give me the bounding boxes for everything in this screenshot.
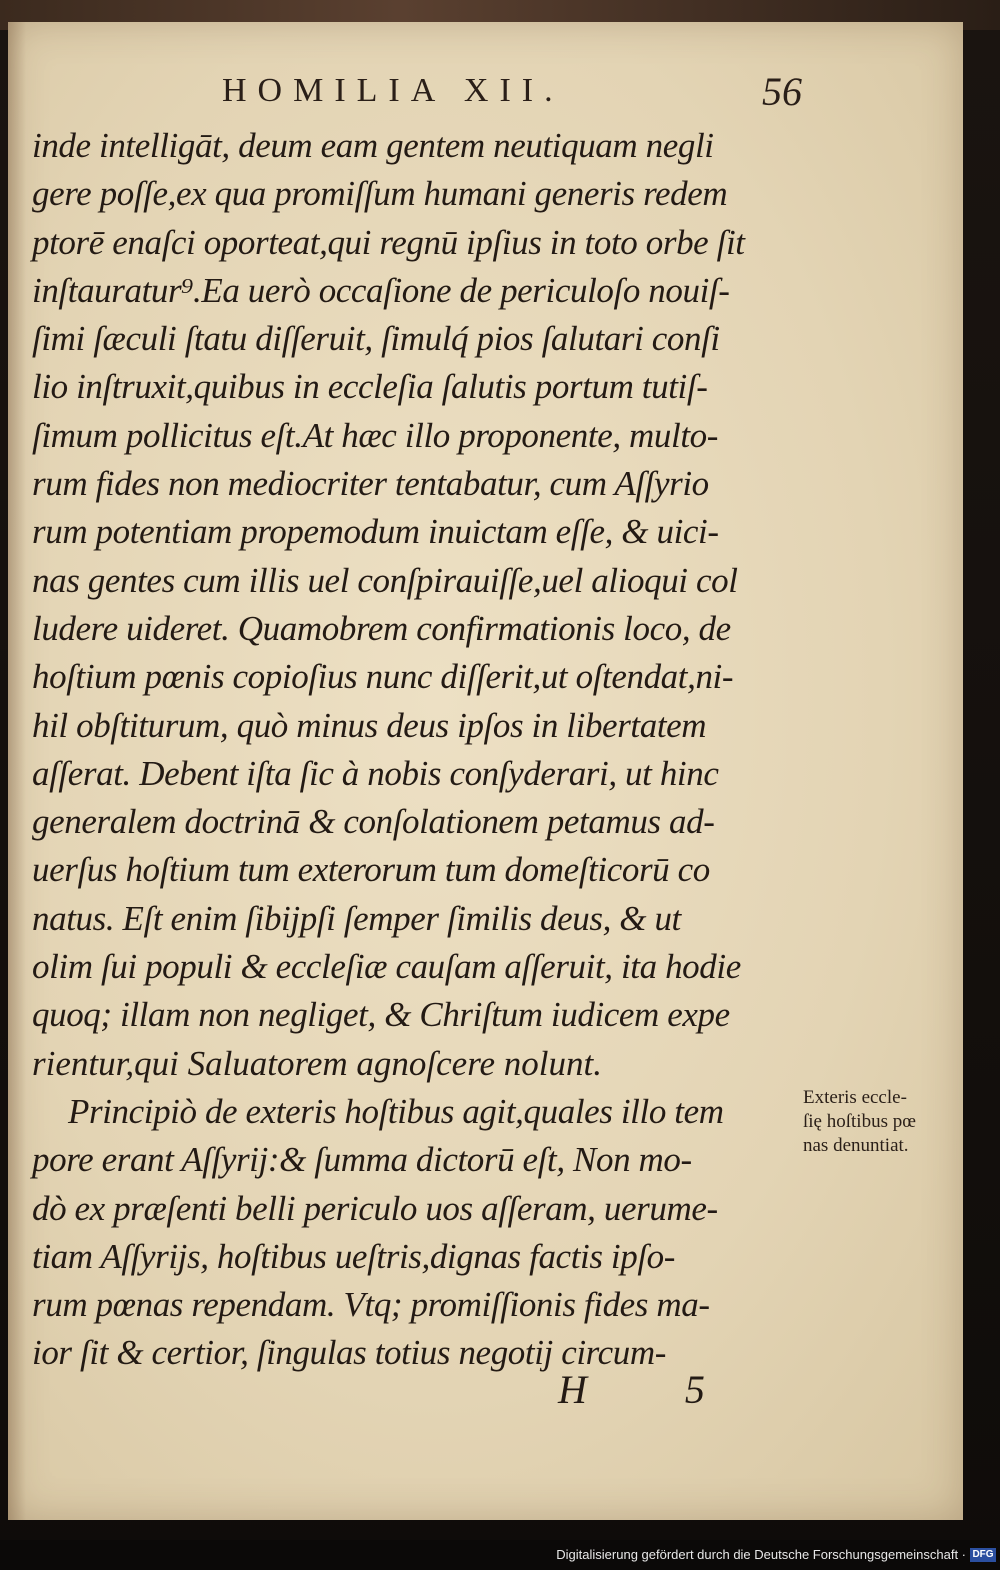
text-line: ſimi ſæculi ſtatu diſſeruit, ſimulq́ pios ſalutari conſi: [32, 319, 720, 359]
text-line: dò ex præſenti belli periculo uos aſſeram, uerume-: [32, 1188, 718, 1228]
text-line: ludere uideret. Quamobrem confirmationis loco, de: [32, 608, 731, 648]
text-line: ior ſit & certior, ſingulas totius negotij circum-: [32, 1333, 666, 1373]
text-line: hil obſtiturum, quò minus deus ipſos in libertatem: [32, 705, 707, 745]
text-line: rum pœnas rependam. Vtq; promiſſionis fides ma-: [32, 1285, 710, 1325]
text-line: olim ſui populi & eccleſiæ cauſam aſſeruit, ita hodie: [32, 947, 741, 987]
text-line: gere poſſe,ex qua promiſſum humani generis redem: [32, 174, 728, 214]
paragraph-start-line: Principiò de exteris hoſtibus agit,quales illo tem: [68, 1091, 724, 1131]
dfg-logo: DFG: [970, 1548, 996, 1562]
text-line: aſſerat. Debent iſta ſic à nobis conſyderari, ut hinc: [32, 753, 719, 793]
margin-note-line: Exteris eccle-: [803, 1087, 907, 1108]
running-title: HOMILIA XII.: [222, 72, 564, 109]
margin-note: [803, 1086, 961, 1158]
text-line: pore erant Aſſyrij:& ſumma dictorū eſt, Non mo-: [32, 1140, 692, 1180]
funding-credit: Digitalisierung gefördert durch die Deutsche Forschungsgemeinschaft ·: [556, 1547, 966, 1562]
page-gutter-shadow: [8, 22, 26, 1520]
page-number: 56: [762, 69, 802, 114]
text-line: uerſus hoſtium tum exterorum tum domeſticorū co: [32, 850, 710, 890]
text-line: generalem doctrinā & conſolationem petamus ad-: [32, 802, 715, 842]
signature-mark: H 5: [558, 1367, 749, 1412]
body-text: [32, 122, 802, 1378]
text-line: nas gentes cum illis uel conſpirauiſſe,uel alioqui col: [32, 560, 738, 600]
text-line: inſtauratur⁹.Ea uerò occaſione de periculoſo nouiſ-: [32, 270, 730, 310]
text-line: rum potentiam propemodum inuictam eſſe, & uici-: [32, 512, 719, 552]
text-line: rientur,qui Saluatorem agnoſcere nolunt.: [32, 1043, 602, 1083]
text-line: natus. Eſt enim ſibijpſi ſemper ſimilis deus, & ut: [32, 898, 681, 938]
text-line: ptorē enaſci oporteat,qui regnū ipſius in toto orbe ſit: [32, 222, 745, 262]
text-line: tiam Aſſyrijs, hoſtibus ueſtris,dignas factis ipſo-: [32, 1236, 676, 1276]
text-line: hoſtium pœnis copioſius nunc diſſerit,ut oſtendat,ni-: [32, 657, 734, 697]
margin-note-line: ſię hoſtibus pœ: [803, 1111, 916, 1132]
text-line: inde intelligāt, deum eam gentem neutiquam negli: [32, 126, 714, 165]
text-line: quoq; illam non negliget, & Chriſtum iudicem expe: [32, 995, 730, 1035]
page-header: [222, 69, 802, 122]
text-line: ſimum pollicitus eſt.At hæc illo proponente, multo-: [32, 415, 719, 455]
text-line: rum fides non mediocriter tentabatur, cum Aſſyrio: [32, 464, 709, 504]
margin-note-line: nas denuntiat.: [803, 1135, 909, 1156]
text-line: lio inſtruxit,quibus in eccleſia ſalutis portum tutiſ-: [32, 367, 708, 407]
